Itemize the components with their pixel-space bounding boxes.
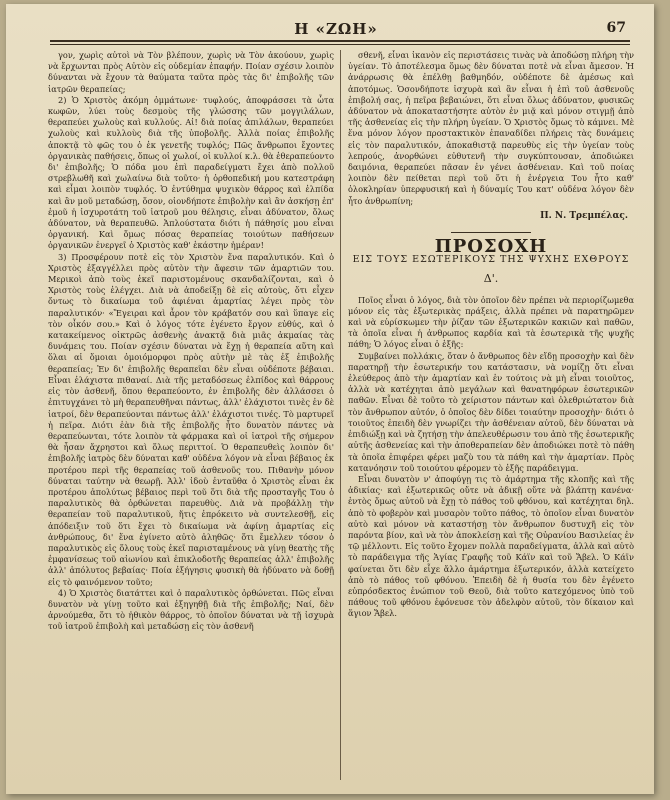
section-paragraph: Συμβαίνει πολλάκις, ὅταν ὁ ἄνθρωπος δὲν εἴδῃ προσοχὴν καὶ δὲν παρατηρῇ τὴν ἐσωτερικήν του κατάστασιν, νὰ νομίζῃ ὅτι εἶναι ἐλεύθερος ἀπὸ τὴν ἁμαρτίαν καὶ ἐν τούτοις νὰ μὴ εἶναι τοιοῦτος, ἀλλὰ νὰ κατέχηται ἀπὸ μεγάλων καὶ θανατηφόρων ἐσωτερικῶν παθῶν. Εἶναι δὲ τοῦτο τὸ χείριστον πάντων καὶ ὀλεθριώτατον διὰ τὸν ἄνθρωπον αὐτόν, ὁ ὁποῖος δὲν δίδει τοιαύτην προσοχὴν· διότι ὁ τοιοῦτος ἐπειδὴ δὲν γνωρίζει τὴν ἀσθένειαν αὐτοῦ, δὲν δύναται νὰ ἐπιδιώξῃ καὶ νὰ ζητήσῃ τὴν ἀπελευθέρωσιν του ἀπὸ τῆς ἐσωτερικῆς αὐτῆς ἀσθενείας καὶ τὴν ἀποθεραπείαν δὲν ἀποδιώκει ποτὲ τὸ πάθη τὰ ὁποῖα ἐπιφέρει φέρει μαζὺ του τὰ πάθη καὶ τὴν ἁμαρτίαν. Πρὸς κατανόησιν τοῦ τοιούτου φέρομεν τὸ ἑξῆς παράδειγμα. [348,350,634,473]
left-paragraph: 2) Ὁ Χριστὸς ἀκόμη ὀμμάτωνε· τυφλούς, ἀποφράσσει τὰ ὦτα κωφῶν, λύει τοὺς δεσμοὺς τῆς γλώσσης τῶν μογγιλάλων, θεραπεύει χωλοὺς καὶ κυλλούς. Αἱ! διὰ ποίας ἀπιλάλων, θεραπεύει χωλοὺς καὶ κυλλοὺς διὰ τῆς ὑποβολῆς. Ἀλλὰ ποίας ἐπιβολῆς ἀποκτᾷ τὸ φῶς του ὁ ἐκ γενετῆς τυφλός; Πῶς ἄνθρωποι ἔχοντες ὀργανικὰς παθήσεις, ὅπως οἱ χωλοί, οἱ κυλλοί κ.λ. θὰ ἐθεραπεύοντο δι' ἐπιβολῆς; Ὁ πόδα μου ἐπὶ παραδείγματι ἔχει ἀπὸ πολλοῦ στρεβλωθῆ καὶ χωλαίνω διὰ τοῦτο· ἡ ὀρθοπεδική μου κατεστράφη καὶ εἶμαι λοιπὸν τυφλός. Ὁ ἐντύθημα ψυχικὸν θάρρος καὶ ἐλπίδα καὶ ἂν μοῦ μεταδώσῃ, ὅσον, οἱονδήποτε ἐπιβολὴν καὶ ἂν ἀσκήσῃ ἐπ' ἐμοῦ ἡ ἰσχυροτάτη τοῦ ἰατροῦ μου θέλησις, εἶναι ἀδύνατον, ὅλως ἀδύνατον, νὰ θεραπευθῶ. Ἀπλούστατα διότι ἡ πάθησίς μου εἶναι ὀργανική. Καὶ ὅμως πόσας θεραπείας τοιούτων παθήσεων ὀργανικῶν ἐνεργεῖ ὁ Χριστὸς καθ' ἑκάστην ἡμέραν! [48,94,334,251]
left-paragraph: γον, χωρὶς αὐτοὶ νὰ Τὸν βλέπουν, χωρὶς νὰ Τὸν ἀκούουν, χωρὶς νὰ ἔρχωνται πρὸς Αὐτὸν εἰς οὐδεμίαν ἐπαφήν. Ποίαν σχέσιν λοιπὸν δύνανται νὰ ἔχουν τὰ θαύματα ταῦτα πρὸς τὰς δι' ἐπιβολῆς τῶν ἰατρῶν θεραπείας; [48,50,334,94]
header-rule-thin [50,44,630,45]
section-number: Δ'. [483,272,499,286]
column-divider [340,50,341,780]
left-column [48,50,334,780]
page-number: 67 [606,20,626,36]
publication-title: Η «ΖΩΗ» [294,20,378,38]
section-paragraph: Εἶναι δυνατὸν ν' ἀποφύγῃ τις τὸ ἁμάρτημα τῆς κλοπῆς καὶ τῆς ἀδικίας· καὶ ἐξωτερικῶς οὔτε νὰ ἀδικῇ οὔτε νὰ βλάπτῃ κανένα· ἐντὸς ὅμως αὐτοῦ νὰ ἔχῃ τὸ πάθος τοῦ φθόνου, καὶ κατέχηται δηλ. ἀπὸ τὸ φοβερὸν καὶ μυσαρὸν τοῦτο πάθος, τὸ ὁποῖον εἶναι δυνατὸν αὐτὸ καὶ μόνον νὰ καταστήσῃ τὸν ἄνθρωπον δυστυχῆ εἰς τὸν παρόντα βίον, καὶ νὰ τὸν ἀποκλείσῃ καὶ τῆς Οὐρανίου Βασιλείας ἐν τῷ μέλλοντι. Εἰς τοῦτο ἔχομεν πολλὰ παραδείγματα, ἀλλὰ καὶ αὐτὸ τὸ παράδειγμα τῆς Ἁγίας Γραφῆς τοῦ Κάϊν καὶ τοῦ Ἄβελ. Ὁ Κάϊν φαίνεται ὅτι δὲν εἶχε ἄλλο ἁμάρτημα ἐξωτερικόν, ἀλλὰ κατείχετο ἀπὸ τὸ πάθος τοῦ φθόνου. Ἐπειδὴ δὲ ἡ θυσία του δὲν ἐγένετο εὐπρόσδεκτος ἐνώπιον τοῦ Θεοῦ, διὰ τοῦτο κατεχόμενος ὑπὸ τοῦ πάθους τοῦ φθόνου ἐφόνευσε τὸν ἀδελφὸν αὐτοῦ, τὸν δίκαιον καὶ ἅγιον Ἄβελ. [348,473,634,619]
author-signature: Π. Ν. Τρεμπέλας. [540,210,628,221]
section-paragraph: Ποῖος εἶναι ὁ λόγος, διὰ τὸν ὁποῖον δὲν πρέπει νὰ περιορίζωμεθα μόνον εἰς τὰς ἐξωτερικὰς πράξεις, ἀλλὰ πρέπει νὰ παρατηρῶμεν καὶ νὰ εὑρίσκωμεν τὴν ῥίζαν τῶν ἐξωτερικῶν κακιῶν καὶ παθῶν, τὰ ὁποῖα εἶναι ἡ ἀνθρωπος καρδία καὶ τὰ ἐσωτερικὰ τῆς ψυχῆς πάθη; Ὁ λόγος εἶναι ὁ ἑξῆς: [348,294,634,350]
left-paragraph: 3) Προσφέρουν ποτὲ εἰς τὸν Χριστὸν ἕνα παραλυτικόν. Καὶ ὁ Χριστὸς ἐξαγγέλλει πρὸς αὐτὸν τὴν ἄφεσιν τῶν ἁμαρτιῶν του. Μερικοὶ ἀπὸ τοὺς ἐκεῖ παριστομένους σκανδαλίζονται, καὶ ὁ Χριστὸς τοὺς ἐλέγχει. Διὰ νὰ ἀποδείξῃ δὲ εἰς αὐτοὺς, ὅτι εἶχεν ὄντως τὸ δικαίωμα τοῦ ἀφιέναι ἁμαρτίας λέγει πρὸς τὸν παραλυτικόν· «Ἔγειραι καὶ ἆρον τὸν κράβατόν σου καὶ ὕπαγε εἰς τὸν οἶκόν σου.» Καὶ ὁ λόγος τότε ἐγένετο ἔργον εὐθύς, καὶ ὁ κατακείμενος οἰκτρῶς ἀσθενὴς ἀνακτᾷ διὰ μιᾶς ἀκμαίας τὰς δυνάμεις του. Ποίαν σχέσιν δύναται νὰ ἔχῃ ἡ θεραπεία αὕτη καὶ ὅλαι αἱ ὅμοιαι ὁμοιόμορφοι πρὸς αὐτὴν μὲ τὰς ἐξ ἐπιβολῆς θεραπείας; Ἐν δι' ἐπιβολῆς θεραπεῖαι δὲν εἶναι οὐδέποτε βέβαιαι. Εἶναι ἐλάχιστα πιθαναί. Διὰ τῆς μεταδόσεως ἐλπίδος καὶ θάρρους εἰς τὸν ἀσθενῆ, ὅπου θεραπεύοντο, ἐν ἐπιβολῆς δὲν ἀλλάσσει ὁ ἐπιτυγχάνει τὸ μὴ θεραπευθῆναι πάντως, ἀλλ' ἐλάχιστοι τινὲς ἐν δὲ ἰατροί, δὲν θεραπεύονται πάντως ἀλλ' ἐλάχιστοι τινές. Τὸ μαρτυρεῖ ἡ πεῖρα. Διότι ἐὰν διὰ τῆς ἐπιβολῆς ἦτο δυνατὸν πάντες νὰ θεραπεύωνται, τότε λοιπὸν τὰ φάρμακα καὶ οἱ ἰατροὶ τῆς σήμερον θὰ ἦσαν ἄχρηστοι καὶ ὅλως περιττοί. Ὁ θεραπευθεὶς λοιπὸν δι' ἐπιβολῆς ἰατρὸς δὲν δύναται καθ' οὐδένα λόγον νὰ εἶναι βέβαιος ἐκ προτέρου περὶ τῆς θεραπείας τοῦ ἀσθενοῦς του. Πιθανὴν μόνον δύναται ταύτην νὰ θεωρῇ. Ἀλλ' ἰδοὺ ἐνταῦθα ὁ Χριστὸς εἶναι ἐκ προτέρου ἀπολύτως βέβαιος περὶ τοῦ ὅτι διὰ τῆς προσταγῆς Του ὁ παραλυτικὸς θὰ ὀρθώνεται παρευθὺς. Διὰ νὰ προβάλλῃ τὴν θεραπείαν τοῦ παραλυτικοῦ, ἥτις ἐπρόκειτο νὰ συντελεσθῇ, εἰς ἀπόδειξιν τοῦ ὅτι ἔχει τὸ δικαίωμα νὰ ἀφίνῃ ἁμαρτίας εἰς ἀνθρώπους, δι' ἕνα ἐγίνετο αὐτὸ ἀληθῶς· ὅτι ἔμελλεν τόσον ὁ παραλυτικὸς εἰς ὅλους τοὺς ἐκεῖ παρισταμένους νὰ γίνῃ θεατὴς τῆς ἐμφανίσεως τοῦ αἰωνίου καὶ ἐπικλοδοτῆς θεραπείας ἀλλ' ἐπιβολῆς ἀλλ' ἀπόλυτος βεβαίας· Ποία ἐξήγησις φυσικὴ θὰ ἠδύνατο νὰ δοθῇ εἰς τὸ φαινόμενον τοῦτο; [48,251,334,587]
left-paragraph: 4) Ὁ Χριστὸς διατάττει καὶ ὁ παραλυτικὸς ὀρθώνεται. Πῶς εἶναι δυνατὸν νὰ γίνῃ τοῦτο καὶ ἐξηγηθῇ διὰ τῆς ἐπιβολῆς; Ναί, δὲν ἀρνούμεθα, ὅτι τὸ ἠθικὸν θάρρος, τὸ ὁποῖον δύναται νὰ τῇ ἰσχυρὰ τοῦ ἰατροῦ ἐπιβολὴ καὶ μεταδώσῃ εἰς τὸν ἀσθενῆ [48,587,334,632]
right-paragraph: σθενῆ, εἶναι ἱκανὸν εἰς περιστάσεις τινὰς νὰ ἀποδώσῃ πλήρη τὴν ὑγείαν. Τὸ ἀποτέλεσμα ὅμως δὲν δύναται ποτὲ νὰ εἶναι ἄμεσον. Ἡ ἀνάρρωσις θὰ ἐπέλθῃ βαθμηδόν, οὐδέποτε δὲ ἀμέσως καὶ ἀποτόμως. Ὁσονδήποτε ἰσχυρὰ καὶ ἂν εἶναι ἡ ἐπὶ τοῦ ἀσθενοῦς ἐπιβολή σας, ἡ πεῖρα βεβαιώνει, ὅτι εἶναι ὅλως ἀδύνατον, φυσικῶς ἀδύνατον νὰ ἀποκαταστήσητε αὐτὸν ἐν μιᾷ καὶ μόνον στιγμῇ ἀπὸ τῆς ἀσθενείας εἰς τὴν πλήρη ὑγείαν. Ὁ Χριστὸς ὅμως τὸ κάμνει. Μὲ ἕνα μόνον λόγον προστακτικὸν ἐπαναδίδει πλήρεις τὰς δυνάμεις εἰς τὸν παραλυτικόν, ἀποκαθιστᾷ παρευθὺς εἰς τὴν ὑγείαν τοὺς λεπρούς, ἀνορθώνει εὐθυτενῆ τὴν συγκύπτουσαν, ἀποδιώκει δαιμόνια, θεραπεύει πᾶσαν ἐν γένει ἀσθένειαν. Καὶ τοῦ ποίας λοιπὸν δὲν πείθεται περὶ τοῦ ὅτι ἡ ἐνέργεια Του ἦτο καθ' ὁλοκληρίαν ὑπερφυσική καὶ ἡ δύναμίς Του κατ' οὐδένα λόγον δὲν ἦτο ἀνθρωπίνη; [348,50,634,206]
header-rule [50,40,630,42]
right-column [348,50,634,780]
section-title: ΠΡΟΣΟΧΗ [434,236,548,258]
section-subtitle: ΕΙΣ ΤΟΥΣ ΕΣΩΤΕΡΙΚΟΥΣ ΤΗΣ ΨΥΧΗΣ ΕΧΘΡΟΥΣ [352,254,630,266]
section-separator [451,232,531,233]
